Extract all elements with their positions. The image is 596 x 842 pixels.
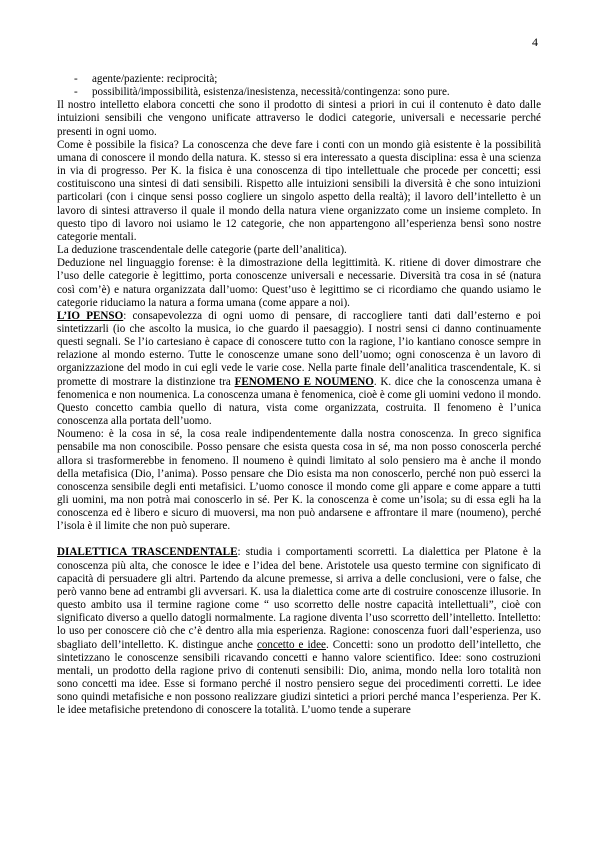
paragraph-text: . K. dice che la conoscenza umana è fenomenica e non noumenica. La conoscenza umana è fenomenica, cioè è come gli uomini vedono il mondo. Questo concetto cambia quello di natura, vista come organizzata, costruita. Il fenomeno è l’unica conoscenza alla portata dell’uomo. — [57, 375, 541, 428]
paragraph-intelletto: Il nostro intelletto elabora concetti che sono il prodotto di sintesi a priori in cui il contenuto è dato dalle intuizioni sensibili che vengono unificate attraverso le dodici categorie, universali e necessarie perché presenti in ogni uomo. — [57, 99, 541, 138]
list-item: - possibilità/impossibilità, esistenza/inesistenza, necessità/contingenza: sono pure. — [74, 86, 541, 99]
paragraph-text: : consapevolezza di ogni uomo di pensare, di raccogliere tanti dati dall’esterno e poi sintetizzarli (io che ascolto la musica, io che guardo il paesaggio). I nostri sensi ci danno continuamente questi segnali. Se l’io cartesiano è capace di conoscere tutto con la ragione, l’io kantiano conosce sempre in relazione al mondo esterno. Tutte le conoscenze umane sono dell’uomo; ogni conoscenza è un lavoro di organizzazione del modo in cui egli vede le varie cose. Nella parte finale dell’analitica trascendentale, K. si promette di mostrare la distinzione tra — [57, 309, 541, 388]
bullet-list — [74, 73, 541, 99]
paragraph-fisica: Come è possibile la fisica? La conoscenza che deve fare i conti con un mondo già esistente è la possibilità umana di conoscere il mondo della natura. K. stesso si era interessato a questa disciplina: essa è una scienza in via di progresso. Per K. la fisica è una conoscenza di tipo intellettuale che procede per concetti; essi costituiscono una sintesi di dati sensibili. Rispetto alle intuizioni sensibili la diversità è che sono intuizioni particolari (con i cinque sensi posso cogliere un singolo aspetto della realtà); il lavoro dell’intelletto è un lavoro di sintesi attraverso il quale il mondo della natura viene organizzato come un insieme completo. In questo tipo di lavoro noi usiamo le 12 categorie, che non appartengono all’esperienza bensì sono nostre categorie mentali. — [57, 138, 541, 243]
page-number: 4 — [532, 35, 538, 49]
list-item: - agente/paziente: reciprocità; — [74, 73, 541, 86]
paragraph-text: . Concetti: sono un prodotto dell’intelletto, che sintetizzano le conoscenze sensibili ricavando concetti e hanno valore scientifico. Idee: sono costruzioni mentali, un prodotto della ragione privo di contenuti sensibili: Dio, anima, mondo nella loro totalità non sono concetti ma idee. Esse si formano perché il nostro pensiero segue dei procedimenti corretti. Le idee sono quindi metafisiche e non possono realizzare giudizi sintetici a priori perché manca l’esperienza. Per K. le idee metafisiche pretendono di conoscere la totalità. L’uomo tende a superare — [57, 638, 541, 717]
underlined-term: concetto e idee — [256, 638, 326, 651]
paragraph-noumeno: Noumeno: è la cosa in sé, la cosa reale indipendentemente dalla nostra conoscenza. In greco significa pensabile ma non conoscibile. Posso pensare che esista questa cosa in sé, ma non posso conoscerla perché allora si trasformerebbe in fenomeno. Il noumeno è quindi limitato al solo pensiero ma è anche il mondo della metafisica (Dio, l’anima). Posso pensare che Dio esista ma non conoscerlo, perché non può esserci la conoscenza sensibile degli enti metafisici. L’uomo conosce il mondo come gli appare e come appare a tutti gli uomini, ma non potrà mai conoscerlo in sé. Per K. la conoscenza è come un’isola; su di essa egli ha la conoscenza ed è libero e sicuro di muoversi, ma non può andarsene e affrontare il mare (noumeno), perché l’isola è il limite che non può superare. — [57, 428, 541, 533]
paragraph-text: : studia i comportamenti scorretti. La dialettica per Platone è la conoscenza più alta, che conosce le idee e l’idea del bene. Aristotele usa questo termine con significato di capacità di persuadere gli altri. Partendo da alcune premesse, si arriva a delle conclusioni, vere o false, che però vanno bene ad entrambi gli avversari. K. usa la dialettica come arte di costruire conoscenze illusorie. In questo ambito usa il termine ragione come “ uso scorretto delle nostre capacità intellettuali”, cioè con significato diverso a quello datogli normalmente. La ragione diventa l’uso scorretto dell’intelletto. Intelletto: lo uso per conoscere ciò che c’è dentro alla mia esperienza. Ragione: conoscenza fuori dall’esperienza, uso sbagliato dell’intelletto. K. distingue anche — [57, 546, 542, 651]
paragraph-deduzione-title: La deduzione trascendentale delle categorie (parte dell’analitica). — [57, 244, 347, 257]
paragraph-spacer — [57, 533, 541, 546]
heading-io-penso: L’IO PENSO — [57, 309, 124, 322]
heading-fenomeno-noumeno: FENOMENO E NOUMENO — [234, 375, 374, 388]
paragraph-io-penso — [57, 310, 541, 428]
paragraph-dialettica — [57, 546, 541, 717]
paragraph-deduzione: Deduzione nel linguaggio forense: è la dimostrazione della legittimità. K. ritiene di dover dimostrare che l’uso delle categorie è legittimo, porta conoscenze universali e necessarie. Diversità tra cosa in sé (natura così com’è) e natura organizzata dall’uomo: Quest’uso è legittimo se ci ricordiamo che quando usiamo le categorie riduciamo la natura a forma umana (come appare a noi). — [57, 257, 541, 309]
document-body — [57, 73, 541, 718]
heading-dialettica-trascendentale: DIALETTICA TRASCENDENTALE — [57, 546, 238, 559]
